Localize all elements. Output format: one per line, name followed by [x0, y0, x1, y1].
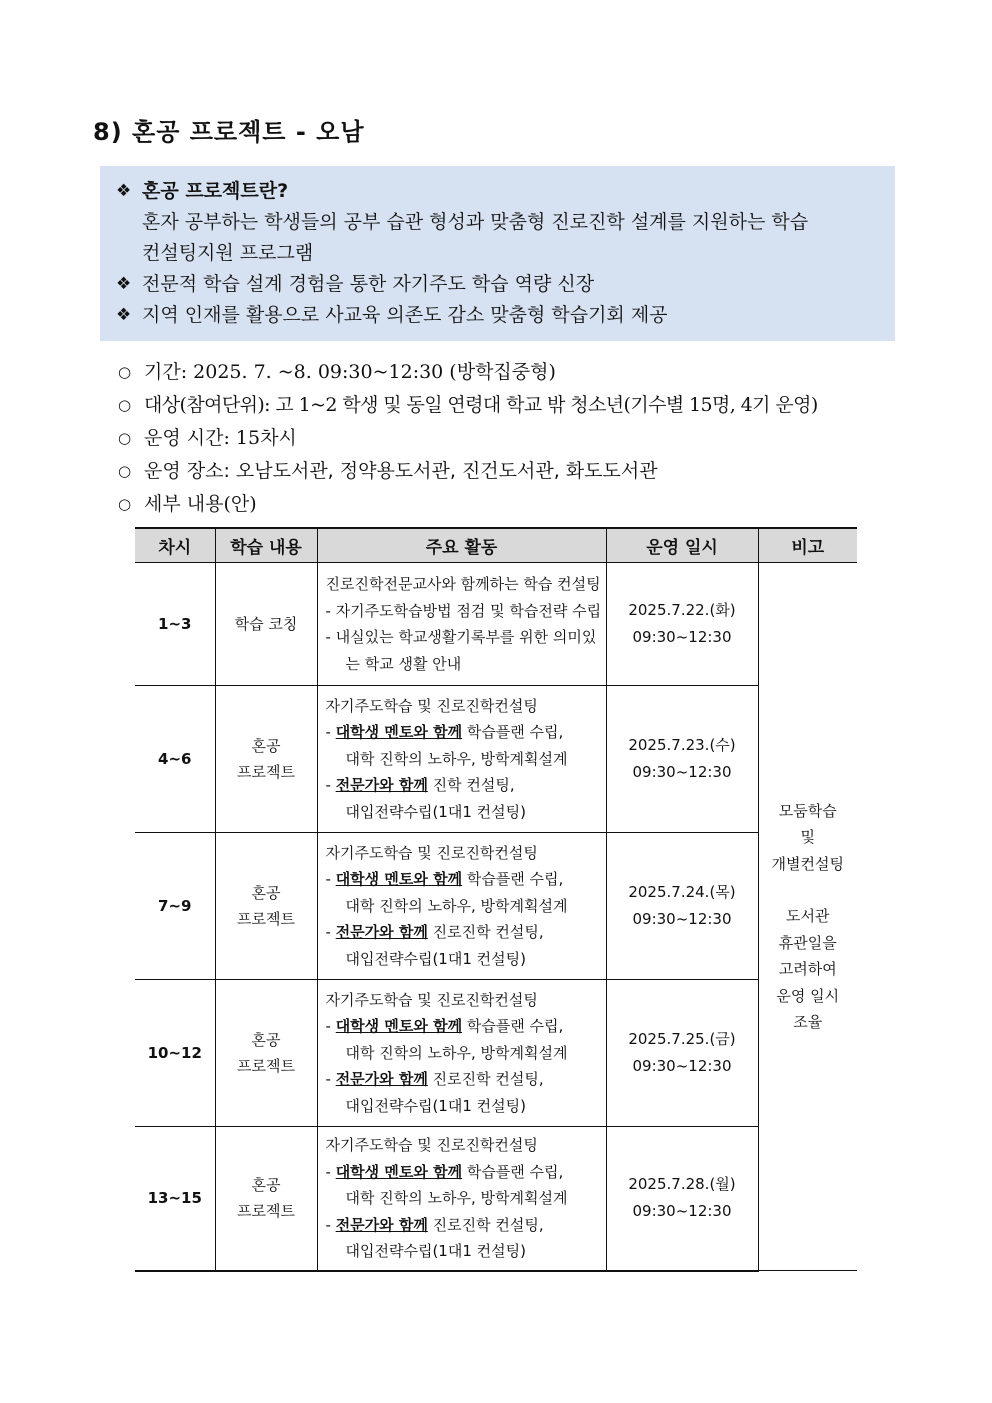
activity-item: - 대학생 멘토와 함께 학습플랜 수립, — [325, 723, 564, 742]
date-cell: 2025.7.25.(금) 09:30~12:30 — [606, 980, 758, 1127]
activity-cell: 자기주도학습 및 진로진학컨설팅 - 대학생 멘토와 함께 학습플랜 수립, 대학 진학의 노하우, 방학계획설계 - 전문가와 함께 진학 컨설팅, 대입전략수립(1대1 컨설팅) — [317, 686, 606, 833]
header-session: 차시 — [135, 528, 215, 563]
activity-cell: 자기주도학습 및 진로진학컨설팅 - 대학생 멘토와 함께 학습플랜 수립, 대학 진학의 노하우, 방학계획설계 - 전문가와 함께 진로진학 컨설팅, 대입전략수립(1대1 컨설팅) — [317, 833, 606, 980]
diamond-bullet-icon: ❖ — [116, 305, 132, 325]
session-cell: 7~9 — [135, 833, 215, 980]
content-cell: 혼공 프로젝트 — [215, 980, 317, 1127]
table-header-row — [135, 528, 857, 563]
session-cell: 4~6 — [135, 686, 215, 833]
content-cell: 학습 코칭 — [215, 563, 317, 686]
session-cell: 10~12 — [135, 980, 215, 1127]
info-heading-line — [116, 176, 895, 207]
activity-item: - 대학생 멘토와 함께 학습플랜 수립, — [325, 1162, 564, 1181]
activity-item: - 전문가와 함께 진로진학 컨설팅, — [325, 923, 544, 942]
table-row — [135, 563, 857, 686]
content-cell: 혼공 프로젝트 — [215, 833, 317, 980]
date-cell: 2025.7.22.(화) 09:30~12:30 — [606, 563, 758, 686]
header-activity: 주요 활동 — [317, 528, 606, 563]
content-cell: 혼공 프로젝트 — [215, 686, 317, 833]
table-row — [135, 980, 857, 1127]
activity-item: - 내실있는 학교생활기록부를 위한 의미있 — [325, 628, 597, 646]
date-cell: 2025.7.24.(목) 09:30~12:30 — [606, 833, 758, 980]
bullet-venues: ○ 운영 장소: 오남도서관, 정약용도서관, 진건도서관, 화도도서관 — [118, 455, 878, 488]
date-cell: 2025.7.23.(수) 09:30~12:30 — [606, 686, 758, 833]
activity-cell: 진로진학전문교사와 함께하는 학습 컨설팅 - 자기주도학습방법 점검 및 학습전략 수립 - 내실있는 학교생활기록부를 위한 의미있 는 학교 생활 안내 — [317, 563, 606, 686]
table-row — [135, 1127, 857, 1271]
date-cell: 2025.7.28.(월) 09:30~12:30 — [606, 1127, 758, 1271]
circle-bullet-icon: ○ — [118, 429, 132, 447]
header-date: 운영 일시 — [606, 528, 758, 563]
circle-bullet-icon: ○ — [118, 396, 132, 414]
activity-item: - 전문가와 함께 진로진학 컨설팅, — [325, 1070, 544, 1089]
activity-item: - 대학생 멘토와 함께 학습플랜 수립, — [325, 1017, 564, 1036]
activity-item: - 전문가와 함께 진로진학 컨설팅, — [325, 1215, 544, 1234]
activity-item: - 전문가와 함께 진학 컨설팅, — [325, 776, 515, 795]
circle-bullet-icon: ○ — [118, 462, 132, 480]
header-note: 비고 — [758, 528, 857, 563]
info-heading: 혼공 프로젝트란? — [142, 180, 289, 202]
bullet-detail-heading: ○ 세부 내용(안) — [118, 488, 878, 521]
session-cell: 1~3 — [135, 563, 215, 686]
bullet-target: ○ 대상(참여단위): 고 1~2 학생 및 동일 연령대 학교 밖 청소년(기수별 15명, 4기 운영) — [118, 389, 878, 422]
info-point-2: ❖ 지역 인재를 활용으로 사교육 의존도 감소 맞춤형 학습기회 제공 — [116, 300, 895, 331]
bullet-hours: ○ 운영 시간: 15차시 — [118, 422, 878, 455]
activity-item: - 자기주도학습방법 점검 및 학습전략 수립 — [325, 601, 602, 620]
info-description-line2: 컨설팅지원 프로그램 — [142, 242, 314, 264]
detail-bullets — [118, 356, 878, 521]
page-title: 8) 혼공 프로젝트 - 오남 — [93, 118, 365, 146]
activity-item: - 대학생 멘토와 함께 학습플랜 수립, — [325, 870, 564, 889]
info-box — [100, 166, 895, 341]
bullet-period: ○ 기간: 2025. 7. ~8. 09:30~12:30 (방학집중형) — [118, 356, 878, 389]
header-content: 학습 내용 — [215, 528, 317, 563]
activity-cell: 자기주도학습 및 진로진학컨설팅 - 대학생 멘토와 함께 학습플랜 수립, 대학 진학의 노하우, 방학계획설계 - 전문가와 함께 진로진학 컨설팅, 대입전략수립(1대1 컨설팅) — [317, 1127, 606, 1271]
note-cell: 모둠학습 및 개별컨설팅 도서관 휴관일을 고려하여 운영 일시 조율 — [758, 563, 857, 1271]
activity-cell: 자기주도학습 및 진로진학컨설팅 - 대학생 멘토와 함께 학습플랜 수립, 대학 진학의 노하우, 방학계획설계 - 전문가와 함께 진로진학 컨설팅, 대입전략수립(1대1 컨설팅) — [317, 980, 606, 1127]
session-cell: 13~15 — [135, 1127, 215, 1271]
info-point-1: ❖ 전문적 학습 설계 경험을 통한 자기주도 학습 역량 신장 — [116, 269, 895, 300]
diamond-bullet-icon: ❖ — [116, 181, 132, 201]
content-cell: 혼공 프로젝트 — [215, 1127, 317, 1271]
schedule-table — [135, 527, 857, 1272]
table-row — [135, 686, 857, 833]
circle-bullet-icon: ○ — [118, 495, 132, 513]
diamond-bullet-icon: ❖ — [116, 274, 132, 294]
circle-bullet-icon: ○ — [118, 363, 132, 381]
info-description-line1: 혼자 공부하는 학생들의 공부 습관 형성과 맞춤형 진로진학 설계를 지원하는 학습 — [142, 211, 809, 233]
table-row — [135, 833, 857, 980]
